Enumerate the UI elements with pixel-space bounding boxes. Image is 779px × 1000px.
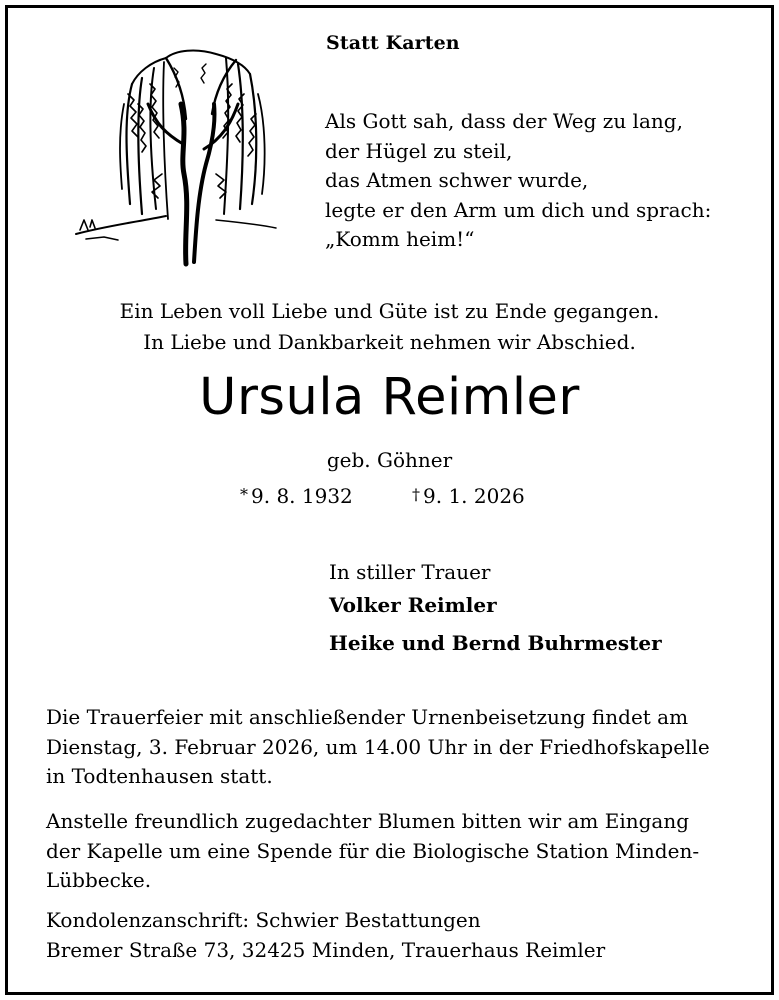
mourners-lead: In stiller Trauer [329, 560, 491, 584]
condolence-line: Kondolenzanschrift: Schwier Bestattungen [46, 908, 481, 932]
star-birth-icon: * [240, 485, 248, 504]
service-line: Die Trauerfeier mit anschließender Urnenbeisetzung findet am [46, 705, 689, 729]
intro-line: In Liebe und Dankbarkeit nehmen wir Abschied. [143, 330, 636, 354]
mourner-name: Heike und Bernd Buhrmester [329, 631, 662, 655]
poem-line: legte er den Arm um dich und sprach: [325, 197, 712, 222]
intro-text [8, 296, 771, 358]
header-statt-karten: Statt Karten [326, 32, 460, 54]
obituary-notice [5, 5, 774, 995]
condolence-address [46, 906, 746, 965]
service-line: Dienstag, 3. Februar 2026, um 14.00 Uhr in der Friedhofskapelle [46, 734, 710, 759]
mourners-block [329, 558, 662, 662]
weeping-willow-icon [66, 44, 280, 284]
birth-name: geb. Göhner [326, 448, 453, 472]
poem-line: Als Gott sah, dass der Weg zu lang, [325, 109, 683, 133]
cross-death-icon: † [412, 485, 420, 504]
donation-paragraph [46, 807, 746, 896]
donation-line: Anstelle freundlich zugedachter Blumen bitten wir am Eingang [46, 809, 690, 833]
poem-line: „Komm heim!“ [325, 227, 475, 251]
death-date-line [412, 484, 525, 508]
donation-line: der Kapelle um eine Spende für die Biologische Station Minden- [46, 838, 700, 863]
death-date: 9. 1. 2026 [423, 484, 525, 508]
poem-line: das Atmen schwer wurde, [325, 168, 589, 192]
donation-line: Lübbecke. [46, 868, 152, 892]
poem-line: der Hügel zu steil, [325, 138, 513, 163]
intro-line: Ein Leben voll Liebe und Güte ist zu Ende gegangen. [119, 299, 660, 323]
service-line: in Todtenhausen statt. [46, 764, 273, 788]
poem-verse [325, 107, 711, 255]
mourner-name: Volker Reimler [329, 593, 497, 617]
birth-date-line [240, 484, 353, 508]
condolence-line: Bremer Straße 73, 32425 Minden, Trauerhaus Reimler [46, 937, 606, 962]
deceased-name: Ursula Reimler [199, 368, 580, 427]
birth-date: 9. 8. 1932 [251, 484, 353, 508]
service-paragraph [46, 703, 746, 792]
